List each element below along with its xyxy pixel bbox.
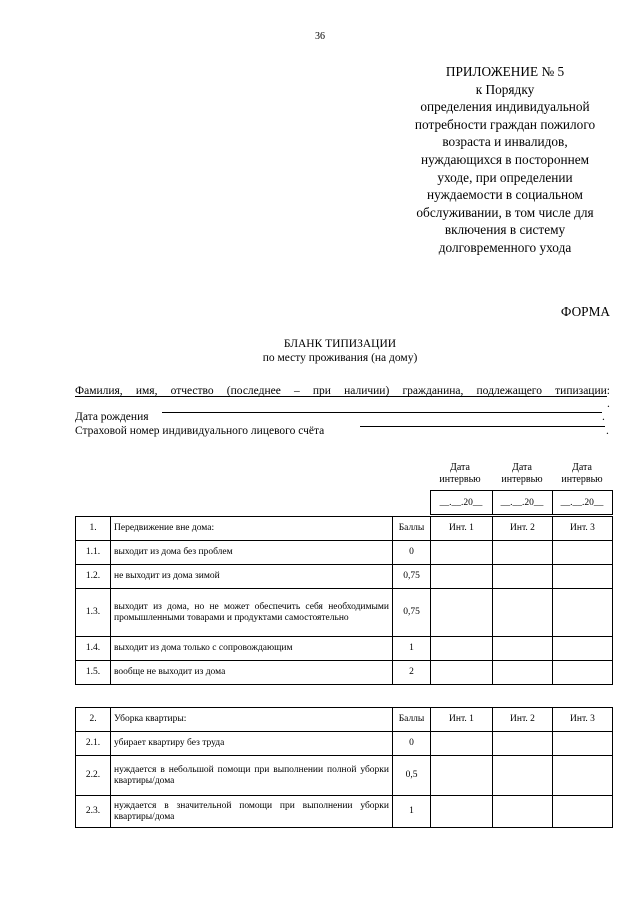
row-points: 0 [393, 541, 431, 565]
row-points: 0,75 [393, 565, 431, 589]
fio-label-word: (последнее [226, 385, 281, 397]
interview-3-header: Инт. 3 [553, 517, 613, 541]
section-title: Передвижение вне дома: [111, 517, 393, 541]
row-points: 1 [393, 796, 431, 828]
interview-1-cell[interactable] [431, 637, 493, 661]
fio-end: . [607, 398, 610, 410]
table-row [76, 637, 613, 661]
fio-label-word: подлежащего [476, 385, 542, 397]
row-number: 2.3. [76, 796, 111, 828]
interview-1-header: Инт. 1 [431, 517, 493, 541]
interview-1-cell[interactable] [431, 541, 493, 565]
fio-label-word: имя, [135, 385, 158, 397]
snils-input-line[interactable] [360, 426, 605, 427]
form-subtitle: по месту проживания (на дому) [262, 351, 418, 364]
row-points: 0,5 [393, 756, 431, 796]
interview-1-cell[interactable] [431, 661, 493, 685]
birth-date-input-line[interactable] [162, 412, 602, 413]
interview-1-cell[interactable] [431, 589, 493, 637]
interview-3-header: Инт. 3 [553, 708, 613, 732]
row-number: 1.4. [76, 637, 111, 661]
appendix-heading [392, 63, 618, 257]
page-number: 36 [315, 31, 325, 42]
appendix-line: долговременного ухода [438, 239, 572, 255]
interview-2-cell[interactable] [493, 796, 553, 828]
interview-3-cell[interactable] [553, 756, 613, 796]
row-text: нуждается в значительной помощи при выполнении уборки квартиры/дома [111, 796, 393, 828]
fio-label-word: при [312, 385, 331, 397]
interview-1-cell[interactable] [431, 756, 493, 796]
interview-2-cell[interactable] [493, 732, 553, 756]
row-number: 2.1. [76, 732, 111, 756]
section-1-table [75, 516, 613, 685]
row-number: 1.2. [76, 565, 111, 589]
table-row [76, 589, 613, 637]
interview-1-cell[interactable] [431, 565, 493, 589]
form-label: ФОРМА [560, 304, 610, 319]
section-header-row [76, 708, 613, 732]
fio-label-word: – [293, 385, 300, 397]
section-title: Уборка квартиры: [111, 708, 393, 732]
snils-end: . [606, 425, 609, 437]
interview-1-cell[interactable] [431, 796, 493, 828]
interview-3-cell[interactable] [553, 565, 613, 589]
appendix-line: обслуживании, в том числе для [416, 204, 594, 220]
row-number: 1.5. [76, 661, 111, 685]
appendix-line: ПРИЛОЖЕНИЕ № 5 [445, 64, 565, 79]
snils-label: Страховой номер индивидуального лицевого счёта [75, 425, 325, 437]
table-row [76, 661, 613, 685]
table-row [76, 796, 613, 828]
table-row [76, 565, 613, 589]
row-text: выходит из дома, но не может обеспечить себя необходимыми промышленными товарами и продуктами самостоятельно [111, 589, 393, 637]
fio-label-word: отчество [170, 385, 214, 397]
interview-1-date[interactable]: __.__.20__ [430, 491, 492, 515]
interview-2-cell[interactable] [493, 756, 553, 796]
row-points: 0,75 [393, 589, 431, 637]
form-title: БЛАНК ТИПИЗАЦИИ [283, 338, 397, 350]
row-text: убирает квартиру без труда [111, 732, 393, 756]
interview-2-cell[interactable] [493, 589, 553, 637]
interview-3-cell[interactable] [553, 589, 613, 637]
row-text: выходит из дома без проблем [111, 541, 393, 565]
fio-label-word: Фамилия, [75, 385, 123, 397]
appendix-line: включения в систему [444, 222, 566, 238]
appendix-line: потребности граждан пожилого [414, 116, 596, 132]
interview-1-cell[interactable] [431, 732, 493, 756]
row-number: 1.1. [76, 541, 111, 565]
interview-1-header: Инт. 1 [431, 708, 493, 732]
appendix-line: нуждаемости в социальном [427, 187, 583, 203]
appendix-line: уходе, при определении [437, 169, 573, 185]
interview-3-cell[interactable] [553, 637, 613, 661]
interview-1-label: Дата интервью [439, 462, 481, 485]
table-row [76, 732, 613, 756]
appendix-line: определения индивидуальной [420, 99, 590, 115]
interview-2-header: Инт. 2 [493, 517, 553, 541]
points-header: Баллы [393, 708, 431, 732]
interview-2-date[interactable]: __.__.20__ [492, 491, 552, 515]
fio-input-line[interactable] [75, 396, 607, 397]
fio-label-word: гражданина, [402, 385, 464, 397]
interview-2-cell[interactable] [493, 541, 553, 565]
row-points: 0 [393, 732, 431, 756]
row-text: нуждается в небольшой помощи при выполнении полной уборки квартиры/дома [111, 756, 393, 796]
appendix-line: к Порядку [475, 81, 535, 97]
row-points: 1 [393, 637, 431, 661]
fio-label-word: наличии) [344, 385, 390, 397]
interview-3-cell[interactable] [553, 661, 613, 685]
fio-label-word: типизации: [555, 385, 610, 397]
appendix-line: нуждающихся в постороннем [420, 151, 590, 167]
row-text: не выходит из дома зимой [111, 565, 393, 589]
row-text: выходит из дома только с сопровождающим [111, 637, 393, 661]
interview-3-cell[interactable] [553, 541, 613, 565]
birth-date-end: . [602, 411, 605, 423]
table-row [76, 756, 613, 796]
row-text: вообще не выходит из дома [111, 661, 393, 685]
row-number: 2.2. [76, 756, 111, 796]
points-header: Баллы [393, 517, 431, 541]
appendix-line: возраста и инвалидов, [442, 134, 568, 150]
birth-date-label: Дата рождения [75, 411, 149, 423]
interview-2-cell[interactable] [493, 661, 553, 685]
section-number: 1. [76, 517, 111, 541]
interview-2-header: Инт. 2 [493, 708, 553, 732]
interview-3-cell[interactable] [553, 732, 613, 756]
interview-2-cell[interactable] [493, 565, 553, 589]
interview-3-label: Дата интервью [561, 462, 603, 485]
interview-3-date[interactable]: __.__.20__ [552, 491, 612, 515]
row-points: 2 [393, 661, 431, 685]
interview-2-cell[interactable] [493, 637, 553, 661]
section-number: 2. [76, 708, 111, 732]
section-header-row [76, 517, 613, 541]
form-title-block [0, 338, 640, 365]
section-2-table [75, 707, 613, 828]
table-row [76, 541, 613, 565]
interview-3-cell[interactable] [553, 796, 613, 828]
interview-dates-row [75, 490, 613, 515]
row-number: 1.3. [76, 589, 111, 637]
interview-2-label: Дата интервью [501, 462, 543, 485]
